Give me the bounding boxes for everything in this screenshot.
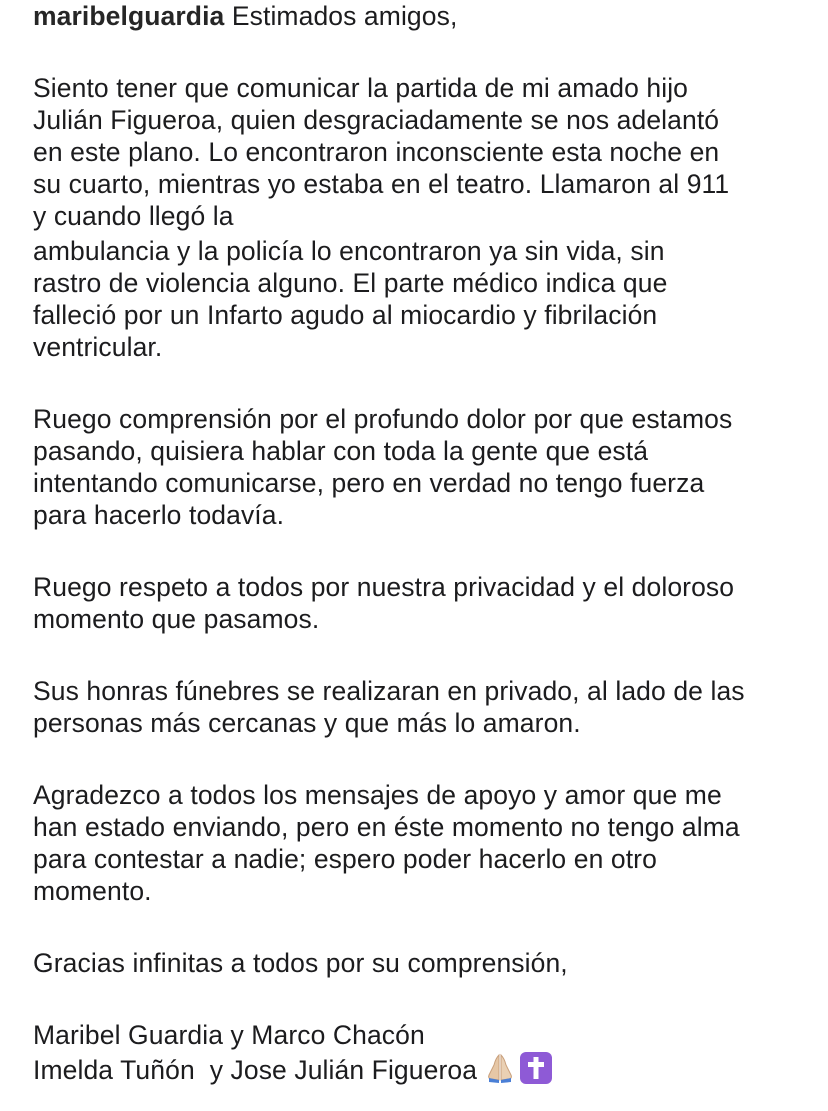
- caption-line: su cuarto, mientras yo estaba en el teatro. Llamaron al 911: [33, 169, 730, 199]
- caption-line: para contestar a nadie; espero poder hacerlo en otro: [33, 844, 657, 874]
- caption-line: pasando, quisiera hablar con toda la gente que está: [33, 436, 649, 466]
- paragraph-5: [33, 675, 813, 739]
- caption-line: falleció por un Infarto agudo al miocardio y fibrilación: [33, 300, 658, 330]
- signature-line: [33, 1051, 813, 1083]
- username-link[interactable]: maribelguardia: [33, 1, 225, 31]
- paragraph-4: [33, 571, 813, 635]
- caption-line: y cuando llegó la: [33, 201, 234, 231]
- caption-line: momento.: [33, 876, 152, 906]
- paragraph-6: [33, 779, 813, 907]
- caption-line: ambulancia y la policía lo encontraron ya sin vida, sin: [33, 236, 665, 266]
- caption-line: Siento tener que comunicar la partida de mi amado hijo: [33, 73, 689, 103]
- caption-line: Agradezco a todos los mensajes de apoyo y amor que me: [33, 780, 722, 810]
- caption-line: intentando comunicarse, pero en verdad no tengo fuerza: [33, 468, 705, 498]
- latin-cross-icon: [519, 1051, 553, 1092]
- folded-hands-icon: [483, 1051, 517, 1092]
- caption-line: para hacerlo todavía.: [33, 500, 285, 530]
- caption-line: Ruego comprensión por el profundo dolor por que estamos: [33, 404, 733, 434]
- paragraph-7: [33, 947, 813, 979]
- post-caption: [33, 0, 813, 1083]
- caption-first-line: [33, 0, 813, 32]
- caption-line: han estado enviando, pero en éste momento no tengo alma: [33, 812, 740, 842]
- signature-text: Imelda Tuñón y Jose Julián Figueroa: [33, 1055, 478, 1085]
- caption-line: en este plano. Lo encontraron inconsciente esta noche en: [33, 137, 720, 167]
- paragraph-3: [33, 403, 813, 531]
- caption-line: momento que pasamos.: [33, 604, 320, 634]
- caption-line: rastro de violencia alguno. El parte médico indica que: [33, 268, 668, 298]
- signature-line: Maribel Guardia y Marco Chacón: [33, 1020, 425, 1050]
- greeting-text: Estimados amigos,: [231, 1, 458, 31]
- paragraph-1: [33, 72, 813, 232]
- caption-line: Ruego respeto a todos por nuestra privacidad y el doloroso: [33, 572, 735, 602]
- caption-line: Sus honras fúnebres se realizaran en privado, al lado de las: [33, 676, 745, 706]
- paragraph-2: [33, 235, 813, 363]
- caption-line: personas más cercanas y que más lo amaron.: [33, 708, 581, 738]
- signature-block: [33, 1019, 813, 1083]
- caption-line: Gracias infinitas a todos por su comprensión,: [33, 948, 568, 978]
- caption-line: ventricular.: [33, 332, 163, 362]
- caption-line: Julián Figueroa, quien desgraciadamente se nos adelantó: [33, 105, 720, 135]
